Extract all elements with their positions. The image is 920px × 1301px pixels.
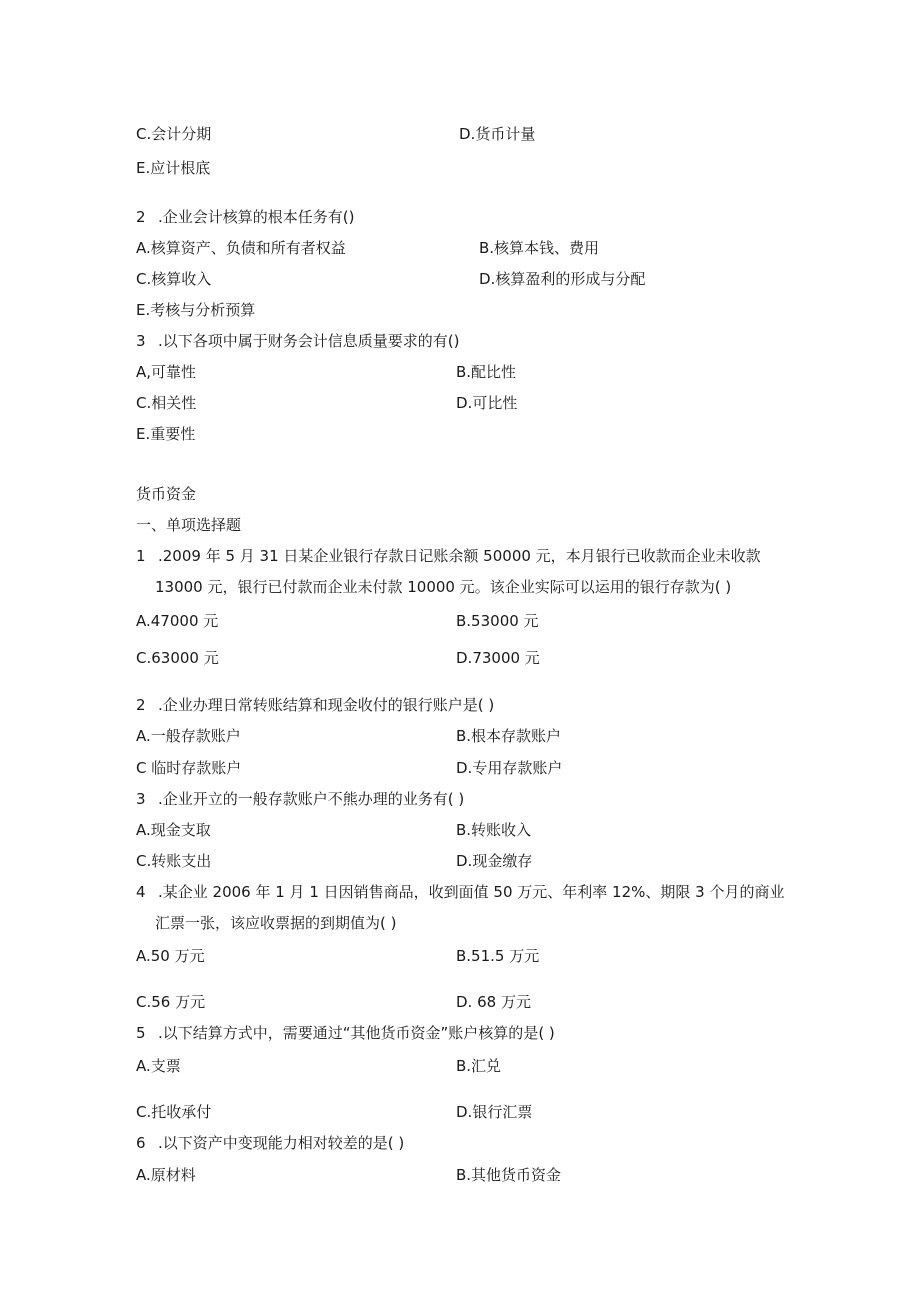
- question-number: 3: [136, 332, 146, 350]
- question-number: 5: [136, 1024, 146, 1042]
- question-text-line2: 汇票一张，该应收票据的到期值为( ): [155, 914, 397, 932]
- option-d: D.核算盈利的形成与分配: [479, 270, 646, 288]
- question-text-line1: .2009 年 5 月 31 日某企业银行存款日记账余额 50000 元，本月银行已收款而企业未收款: [158, 547, 761, 565]
- section-title: 货币资金: [136, 485, 197, 503]
- question-text: .以下资产中变现能力相对较差的是( ): [158, 1134, 405, 1152]
- option-a: A.支票: [136, 1057, 181, 1075]
- option-c: C.托收承付: [136, 1103, 212, 1121]
- question-2: [136, 696, 494, 714]
- option-a: A.一般存款账户: [136, 727, 241, 745]
- question-text: .企业会计核算的根本任务有(): [158, 208, 355, 226]
- option-d: D.可比性: [456, 394, 518, 412]
- option-b: B.核算本钱、费用: [479, 239, 600, 257]
- option-b: B.根本存款账户: [456, 727, 562, 745]
- option-c: C.56 万元: [136, 993, 206, 1011]
- question-3-prev: [136, 332, 459, 350]
- option-a: A.现金支取: [136, 821, 211, 839]
- option-b: B.51.5 万元: [456, 947, 540, 965]
- question-text-line2: 13000 元，银行已付款而企业未付款 10000 元。该企业实际可以运用的银行存款为( ): [155, 578, 732, 596]
- option-b: B.其他货币资金: [456, 1166, 562, 1184]
- option-a: A,可靠性: [136, 363, 197, 381]
- question-4: [136, 883, 784, 901]
- question-number: 3: [136, 790, 146, 808]
- question-number: 2: [136, 208, 146, 226]
- option-d: D. 68 万元: [456, 993, 531, 1011]
- question-3: [136, 790, 464, 808]
- option-d: D.货币计量: [459, 125, 536, 143]
- question-text: .企业开立的一般存款账户不熊办理的业务有( ): [158, 790, 465, 808]
- option-b: B.汇兑: [456, 1057, 502, 1075]
- option-b: B.转账收入: [456, 821, 532, 839]
- option-c: C.转账支出: [136, 852, 212, 870]
- question-1: [136, 547, 761, 565]
- option-a: A.47000 元: [136, 612, 219, 630]
- question-text: .以下结算方式中，需要通过“其他货币资金”账户核算的是( ): [158, 1024, 555, 1042]
- option-c: C.会计分期: [136, 125, 212, 143]
- question-number: 6: [136, 1134, 146, 1152]
- option-a: A.50 万元: [136, 947, 205, 965]
- option-d: D.专用存款账户: [456, 759, 563, 777]
- section-subtitle: 一、单项选择题: [136, 516, 242, 534]
- option-a: A.原材料: [136, 1166, 196, 1184]
- question-text: .以下各项中属于财务会计信息质量要求的有(): [158, 332, 460, 350]
- question-2-prev: [136, 208, 354, 226]
- option-b: B.配比性: [456, 363, 517, 381]
- question-number: 1: [136, 547, 146, 565]
- question-6: [136, 1134, 404, 1152]
- option-b: B.53000 元: [456, 612, 539, 630]
- option-e: E.考核与分析预算: [136, 301, 256, 319]
- option-e: E.重要性: [136, 425, 196, 443]
- option-e: E.应计根底: [136, 159, 211, 177]
- option-d: D.银行汇票: [456, 1103, 533, 1121]
- question-number: 4: [136, 883, 146, 901]
- option-c: C 临时存款账户: [136, 759, 242, 777]
- question-text: .企业办理日常转账结算和现金收付的银行账户是( ): [158, 696, 495, 714]
- question-text-line1: .某企业 2006 年 1 月 1 日因销售商品，收到面值 50 万元、年利率 12%、期限 3 个月的商业: [158, 883, 785, 901]
- option-d: D.现金缴存: [456, 852, 533, 870]
- question-5: [136, 1024, 555, 1042]
- option-c: C.相关性: [136, 394, 197, 412]
- question-number: 2: [136, 696, 146, 714]
- option-c: C.63000 元: [136, 649, 219, 667]
- option-d: D.73000 元: [456, 649, 540, 667]
- option-a: A.核算资产、负债和所有者权益: [136, 239, 346, 257]
- option-c: C.核算收入: [136, 270, 212, 288]
